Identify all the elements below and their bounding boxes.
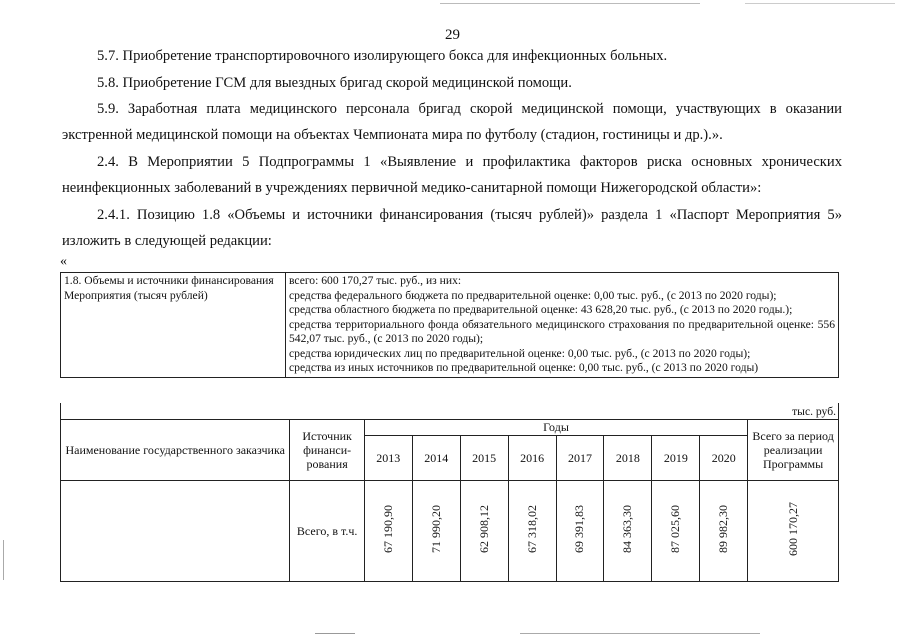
- page-number: 29: [445, 27, 460, 43]
- value-text: 84 363,30: [620, 505, 635, 553]
- paragraph-text: 5.9. Заработная плата медицинского персонала бригад скорой медицинской помощи, участвующих в оказании экстренной медицинской помощи на объектах Чемпионата мира по футболу (стадион, гостиницы и др.).».: [62, 101, 842, 143]
- value-cell: [364, 481, 412, 582]
- paragraph-text: 2.4.1. Позицию 1.8 «Объемы и источники финансирования (тысяч рублей)» раздела 1 «Паспорт Мероприятия 5» изложить в следующей редакции:: [62, 207, 842, 249]
- scan-artifact: [3, 540, 4, 580]
- passport-value: [286, 273, 839, 378]
- funding-federal-line: средства федерального бюджета по предварительной оценке: 0,00 тыс. руб., (с 2013 по 2020 годы);: [289, 288, 777, 302]
- paragraph-text: 2.4. В Мероприятии 5 Подпрограммы 1 «Выявление и профилактика факторов риска основных хронических неинфекционных заболеваний в учреждениях первичной медико-санитарной помощи Нижегородской области»:: [62, 154, 842, 196]
- paragraph-5-7: [62, 43, 842, 69]
- paragraph-5-8: [62, 70, 842, 96]
- value-text: 67 190,90: [380, 505, 395, 553]
- unit-label: тыс. руб.: [61, 403, 839, 420]
- value-cell: [460, 481, 508, 582]
- value-text: 89 982,30: [716, 505, 731, 553]
- funding-table: [60, 403, 839, 582]
- value-text: 67 318,02: [524, 505, 539, 553]
- customer-cell: [61, 481, 290, 582]
- paragraph-2-4-1: [62, 202, 842, 254]
- scan-artifact: [520, 633, 760, 634]
- passport-table: [60, 272, 839, 378]
- value-cell: [412, 481, 460, 582]
- funding-regional-line: средства областного бюджета по предварительной оценке: 43 628,20 тыс. руб., (с 2013 по 2020 годы.);: [289, 303, 793, 316]
- header-row: [61, 420, 839, 436]
- unit-row: [61, 403, 839, 420]
- source-cell: Всего, в т.ч.: [290, 481, 364, 582]
- paragraph-text: 5.8. Приобретение ГСМ для выездных бригад скорой медицинской помощи.: [97, 75, 572, 91]
- passport-label: 1.8. Объемы и источники финансирования Мероприятия (тысяч рублей): [61, 273, 286, 378]
- paragraph-text: 5.7. Приобретение транспортировочного изолирующего бокса для инфекционных больных.: [97, 48, 668, 64]
- value-cell: [700, 481, 748, 582]
- value-text: 69 391,83: [572, 505, 587, 553]
- years-header: Годы: [364, 420, 747, 436]
- source-header: Источник финанси-рования: [290, 420, 364, 481]
- customer-header: Наименование государственного заказчика: [61, 420, 290, 481]
- scan-artifact: [745, 3, 895, 4]
- year-header: 2015: [460, 436, 508, 481]
- year-header: 2013: [364, 436, 412, 481]
- paragraph-2-4: [62, 149, 842, 201]
- total-header: Всего за период реализации Программы: [748, 420, 839, 481]
- funding-legal-entities-line: средства юридических лиц по предварительной оценке: 0,00 тыс. руб., (с 2013 по 2020 годы);: [289, 346, 751, 360]
- scan-artifact: [440, 3, 700, 4]
- total-cell: [748, 481, 839, 582]
- funding-other-sources-line: средства из иных источников по предварительной оценке: 0,00 тыс. руб., (с 2013 по 2020 годы): [289, 361, 759, 374]
- year-header: 2016: [508, 436, 556, 481]
- opening-quote: «: [60, 254, 67, 269]
- value-text: 71 990,20: [428, 505, 443, 553]
- year-header: 2020: [700, 436, 748, 481]
- value-text: 62 908,12: [476, 505, 491, 553]
- funding-insurance-fund-line: средства территориального фонда обязательного медицинского страхования по предварительной оценке: 556 542,07 тыс. руб., (с 2013 по 2020 годы);: [289, 317, 835, 345]
- table-row: [61, 481, 839, 582]
- scan-artifact: [315, 633, 355, 634]
- year-header: 2019: [652, 436, 700, 481]
- paragraph-5-9: [62, 96, 842, 148]
- year-header: 2018: [604, 436, 652, 481]
- value-text: 87 025,60: [668, 505, 683, 553]
- year-header: 2014: [412, 436, 460, 481]
- value-cell: [652, 481, 700, 582]
- value-cell: [508, 481, 556, 582]
- value-cell: [556, 481, 604, 582]
- year-header: 2017: [556, 436, 604, 481]
- passport-row: [61, 273, 839, 378]
- value-cell: [604, 481, 652, 582]
- total-text: 600 170,27: [785, 502, 800, 556]
- funding-total-line: всего: 600 170,27 тыс. руб., из них:: [289, 274, 462, 287]
